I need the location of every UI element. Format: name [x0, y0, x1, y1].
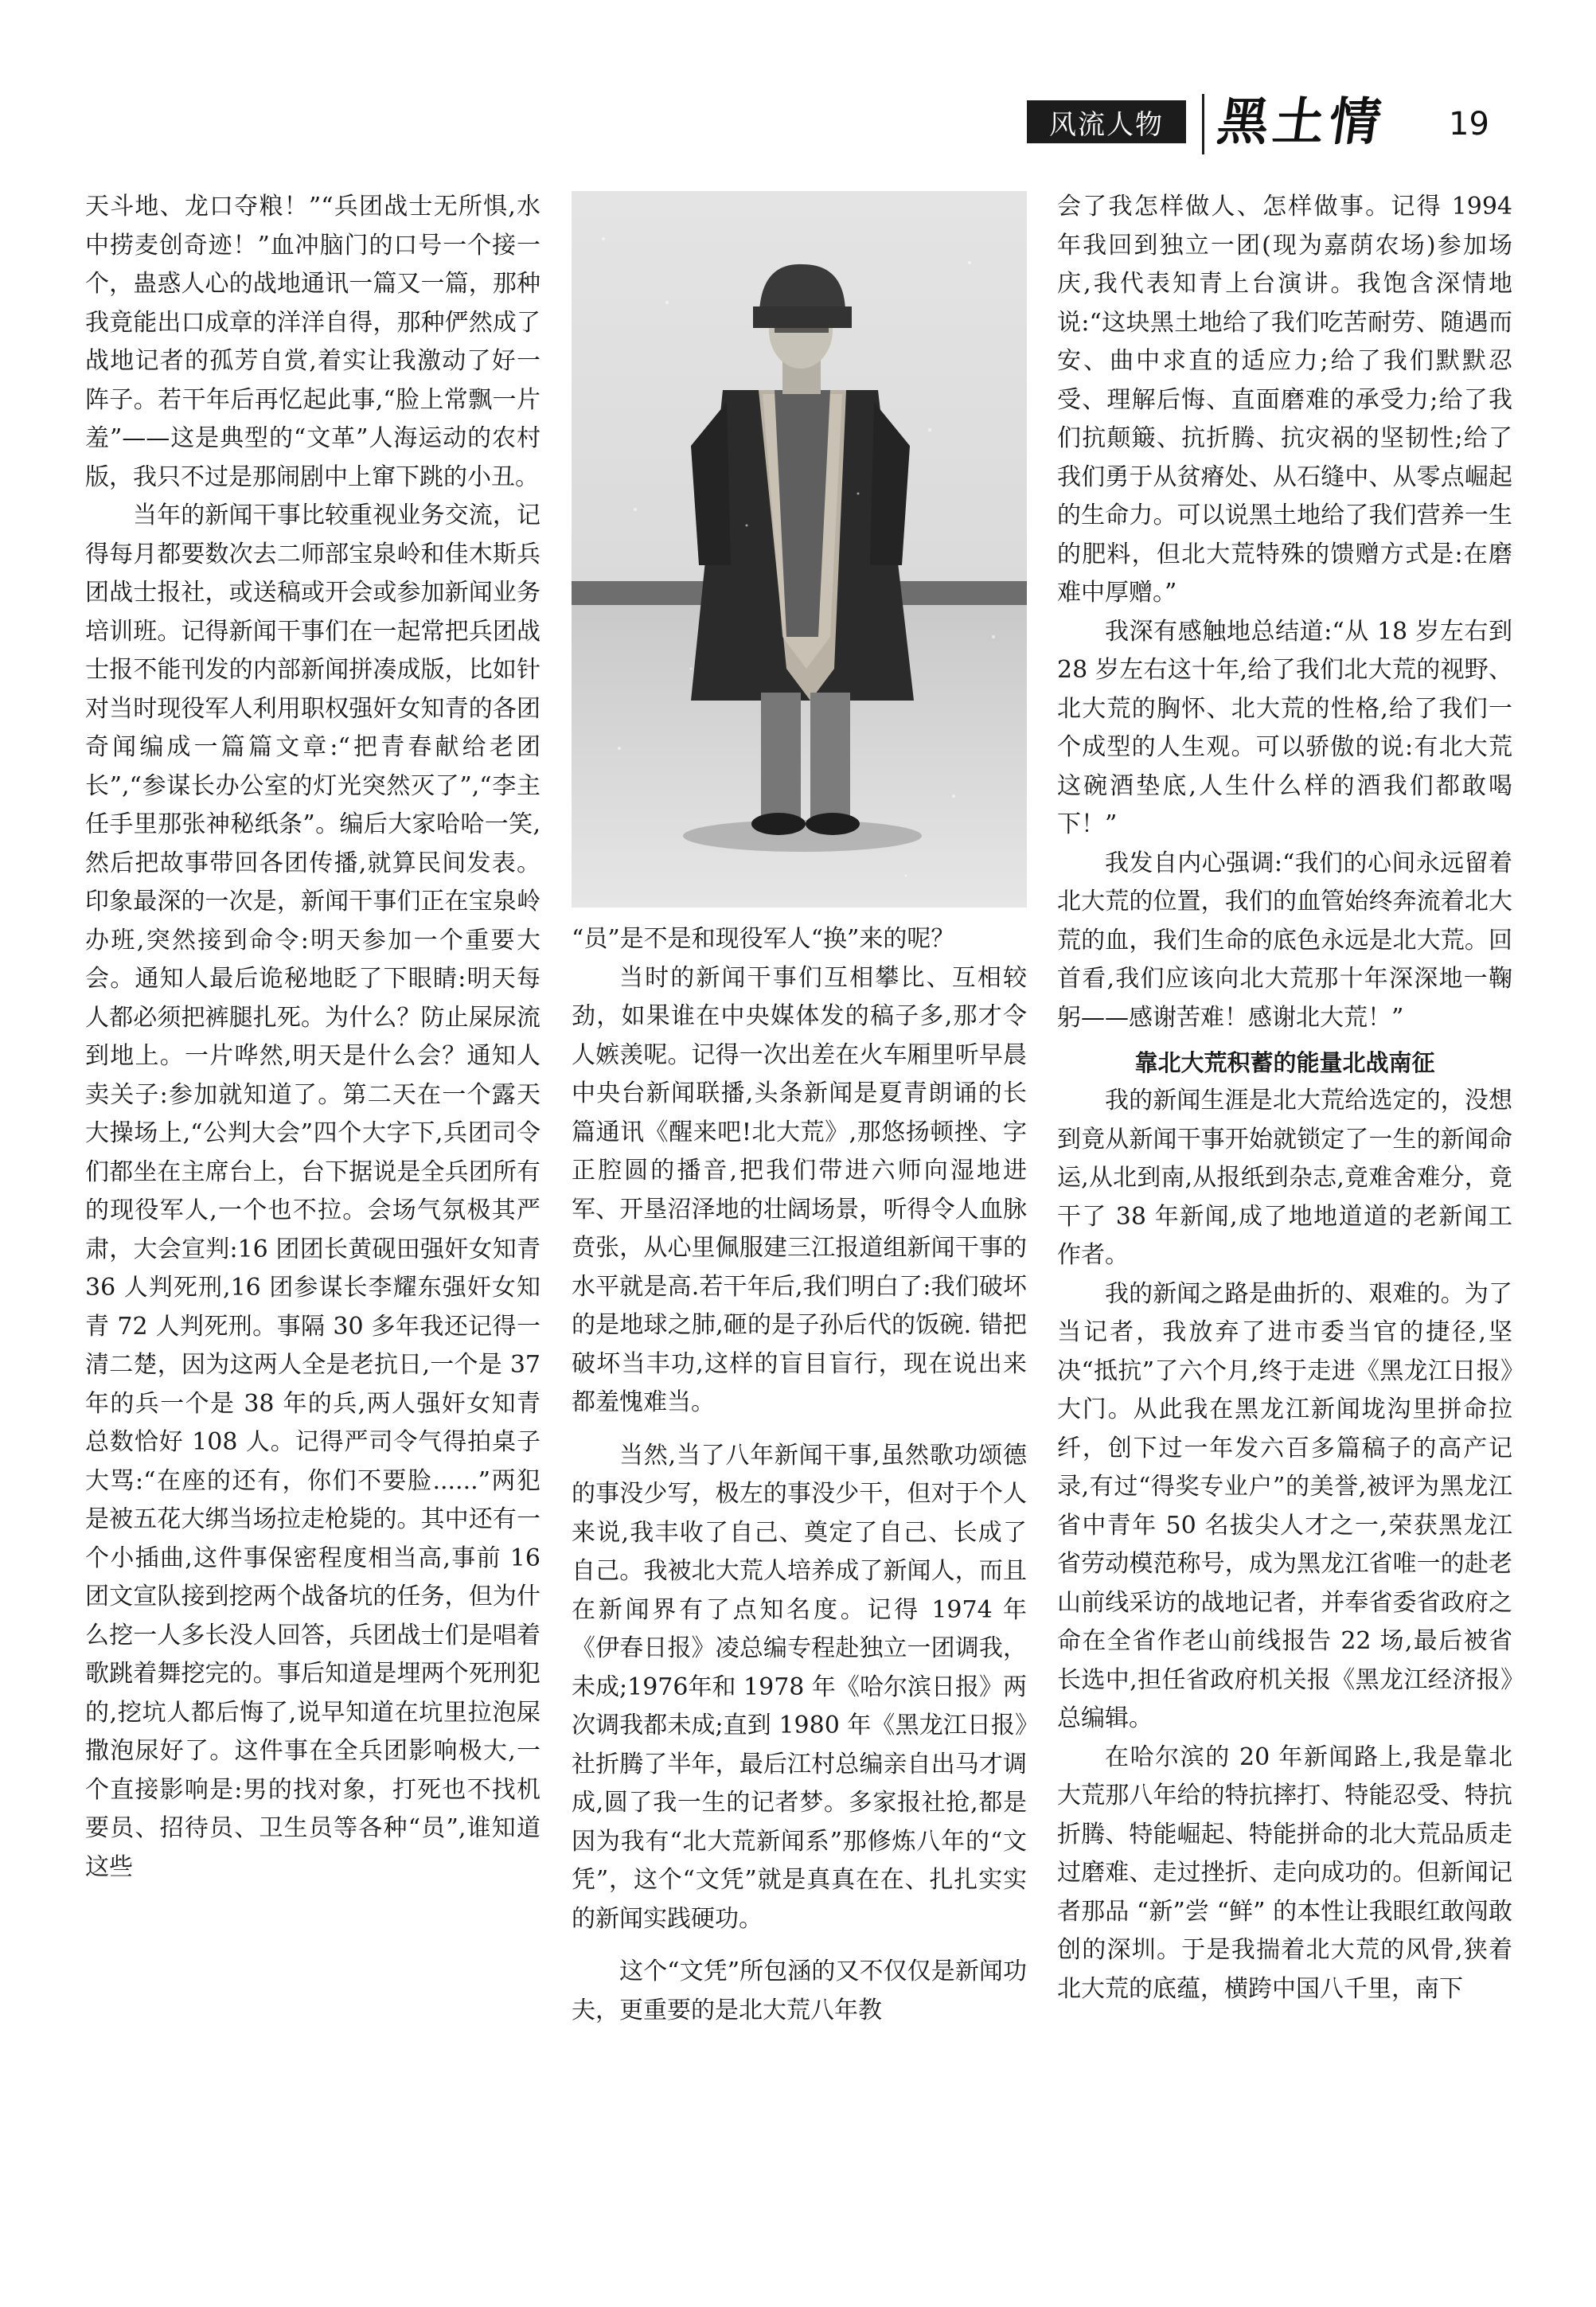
article-photo — [572, 191, 1027, 908]
paragraph: 天斗地、龙口夺粮！”“兵团战士无所惧,水中捞麦创奇迹！”血冲脑门的口号一个接一个，蛊惑人心的战地通讯一篇又一篇，那种我竟能出口成章的洋洋自得，那种俨然成了战地记者的孤芳自赏,着实让我激动了好一阵子。若干年后再忆起此事,“脸上常飘一片羞”——这是典型的“文革”人海运动的农村版，我只不过是那闹剧中上窜下跳的小丑。 — [85, 193, 540, 491]
header-divider — [1202, 94, 1204, 154]
paragraph: 我深有感触地总结道:“从 18 岁左右到 28 岁左右这十年,给了我们北大荒的视野、北大荒的胸怀、北大荒的性格,给了我们一个成型的人生观。可以骄傲的说:有北大荒这碗酒垫底,人生什么样的酒我们都敢喝下！” — [1057, 617, 1512, 838]
magazine-title: 黑土情 — [1213, 92, 1390, 152]
paragraph: 我的新闻之路是曲折的、艰难的。为了当记者，我放弃了进市委当官的捷径,坚决“抵抗”了六个月,终于走进《黑龙江日报》大门。从此我在黑龙江新闻垅沟里拼命拉纤，创下过一年发六百多篇稿子的高产记录,有过“得奖专业户”的美誉,被评为黑龙江省中青年 50 名拔尖人才之一,荣获黑龙江省劳动模范称号，成为黑龙江省唯一的赴老山前线采访的战地记者，并奉省委省政府之命在全省作老山前线报告 22 场,最后被省长选中,担任省政府机关报《黑龙江经济报》总编辑。 — [1057, 1279, 1512, 1732]
section-tag: 风流人物 — [1027, 100, 1186, 143]
article-column-1 — [85, 188, 540, 1887]
article-column-2 — [572, 920, 1027, 2030]
photo-man-in-snow — [572, 191, 1027, 908]
paragraph: 我的新闻生涯是北大荒给选定的，没想到竟从新闻干事开始就锁定了一生的新闻命运,从北到南,从报纸到杂志,竟难舍难分，竟干了 38 年新闻,成了地地道道的老新闻工作者。 — [1057, 1087, 1512, 1269]
paragraph: 当然,当了八年新闻干事,虽然歌功颂德的事没少写，极左的事没少干，但对于个人来说,我丰收了自己、奠定了自己、长成了自己。我被北大荒人培养成了新闻人，而且在新闻界有了点知名度。记得 1974 年《伊春日报》凌总编专程赴独立一团调我，未成;1976年和 1978 年《哈尔滨日报》两次调我都未成;直到 1980 年《黑龙江日报》社折腾了半年，最后江村总编亲自出马才调成,圆了我一生的记者梦。多家报社抢,都是因为我有“北大荒新闻系”那修炼八年的“文凭”，这个“文凭”就是真真在在、扎扎实实的新闻实践硬功。 — [572, 1441, 1027, 1933]
paragraph: 当年的新闻干事比较重视业务交流，记得每月都要数次去二师部宝泉岭和佳木斯兵团战士报社，或送稿或开会或参加新闻业务培训班。记得新闻干事们在一起常把兵团战士报不能刊发的内部新闻拼凑成版，比如针对当时现役军人利用职权强奸女知青的各团奇闻编成一篇篇文章:“把青春献给老团长”,“参谋长办公室的灯光突然灭了”,“李主任手里那张神秘纸条”。编后大家哈哈一笑,然后把故事带回各团传播,就算民间发表。印象最深的一次是，新闻干事们正在宝泉岭办班,突然接到命令:明天参加一个重要大会。通知人最后诡秘地眨了下眼睛:明天每人都必须把裤腿扎死。为什么？防止屎尿流到地上。一片哗然,明天是什么会？通知人卖关子:参加就知道了。第二天在一个露天大操场上,“公判大会”四个大字下,兵团司令们都坐在主席台上，台下据说是全兵团所有的现役军人,一个也不拉。会场气氛极其严肃，大会宣判:16 团团长黄砚田强奸女知青 36 人判死刑,16 团参谋长李耀东强奸女知青 72 人判死刑。事隔 30 多年我还记得一清二楚，因为这两人全是老抗日,一个是 37 年的兵一个是 38 年的兵,两人强奸女知青总数恰好 108 人。记得严司令气得拍桌子大骂:“在座的还有，你们不要脸......”两犯是被五花大绑当场拉走枪毙的。其中还有一个小插曲,这件事保密程度相当高,事前 16 团文宣队接到挖两个战备坑的任务，但为什么挖一人多长没人回答，兵团战士们是唱着歌跳着舞挖完的。事后知道是埋两个死刑犯的,挖坑人都后悔了,说早知道在坑里拉泡屎撒泡尿好了。这件事在全兵团影响极大,一个直接影响是:男的找对象，打死也不找机要员、招待员、卫生员等各种“员”,谁知道这些 — [85, 502, 540, 1881]
page-header — [0, 94, 1596, 158]
section-subheading: 靠北大荒积蓄的能量北战南征 — [1134, 1049, 1435, 1076]
page-number: 19 — [1449, 106, 1489, 142]
paragraph: 在哈尔滨的 20 年新闻路上,我是靠北大荒那八年给的特抗摔打、特能忍受、特抗折腾、特能崛起、特能拼命的北大荒品质走过磨难、走过挫折、走向成功的。但新闻记者那品 “新”尝 “鲜” 的本性让我眼红敢闯敢创的深圳。于是我揣着北大荒的风骨,狭着北大荒的底蕴，横跨中国八千里，南下 — [1057, 1743, 1512, 2003]
paragraph: 会了我怎样做人、怎样做事。记得 1994 年我回到独立一团(现为嘉荫农场)参加场庆,我代表知青上台演讲。我饱含深情地说:“这块黑土地给了我们吃苦耐劳、随遇而安、曲中求直的适应力;给了我们默默忍受、理解后悔、直面磨难的承受力;给了我们抗颠簸、抗折腾、抗灾祸的坚韧性;给了我们勇于从贫瘠处、从石缝中、从零点崛起的生命力。可以说黑土地给了我们营养一生的肥料，但北大荒特殊的馈赠方式是:在磨难中厚赠。” — [1057, 193, 1512, 607]
paragraph: “员”是不是和现役军人“换”来的呢？ — [572, 925, 955, 953]
paragraph: 这个“文凭”所包涵的又不仅仅是新闻功夫，更重要的是北大荒八年教 — [572, 1958, 1027, 2024]
article-column-3 — [1057, 188, 1512, 2008]
paragraph: 我发自内心强调:“我们的心间永远留着北大荒的位置，我们的血管始终奔流着北大荒的血，我们生命的底色永远是北大荒。回首看,我们应该向北大荒那十年深深地一鞠躬——感谢苦难！感谢北大荒！” — [1057, 849, 1512, 1032]
paragraph: 当时的新闻干事们互相攀比、互相较劲，如果谁在中央媒体发的稿子多,那才令人嫉羡呢。记得一次出差在火车厢里听早晨中央台新闻联播,头条新闻是夏青朗诵的长篇通讯《醒来吧!北大荒》,那悠扬顿挫、字正腔圆的播音,把我们带进六师向湿地进军、开垦沼泽地的壮阔场景，听得令人血脉贲张，从心里佩服建三江报道组新闻干事的水平就是高.若干年后,我们明白了:我们破坏的是地球之肺,砸的是子孙后代的饭碗. 错把破坏当丰功,这样的盲目盲行，现在说出来都羞愧难当。 — [572, 963, 1027, 1416]
